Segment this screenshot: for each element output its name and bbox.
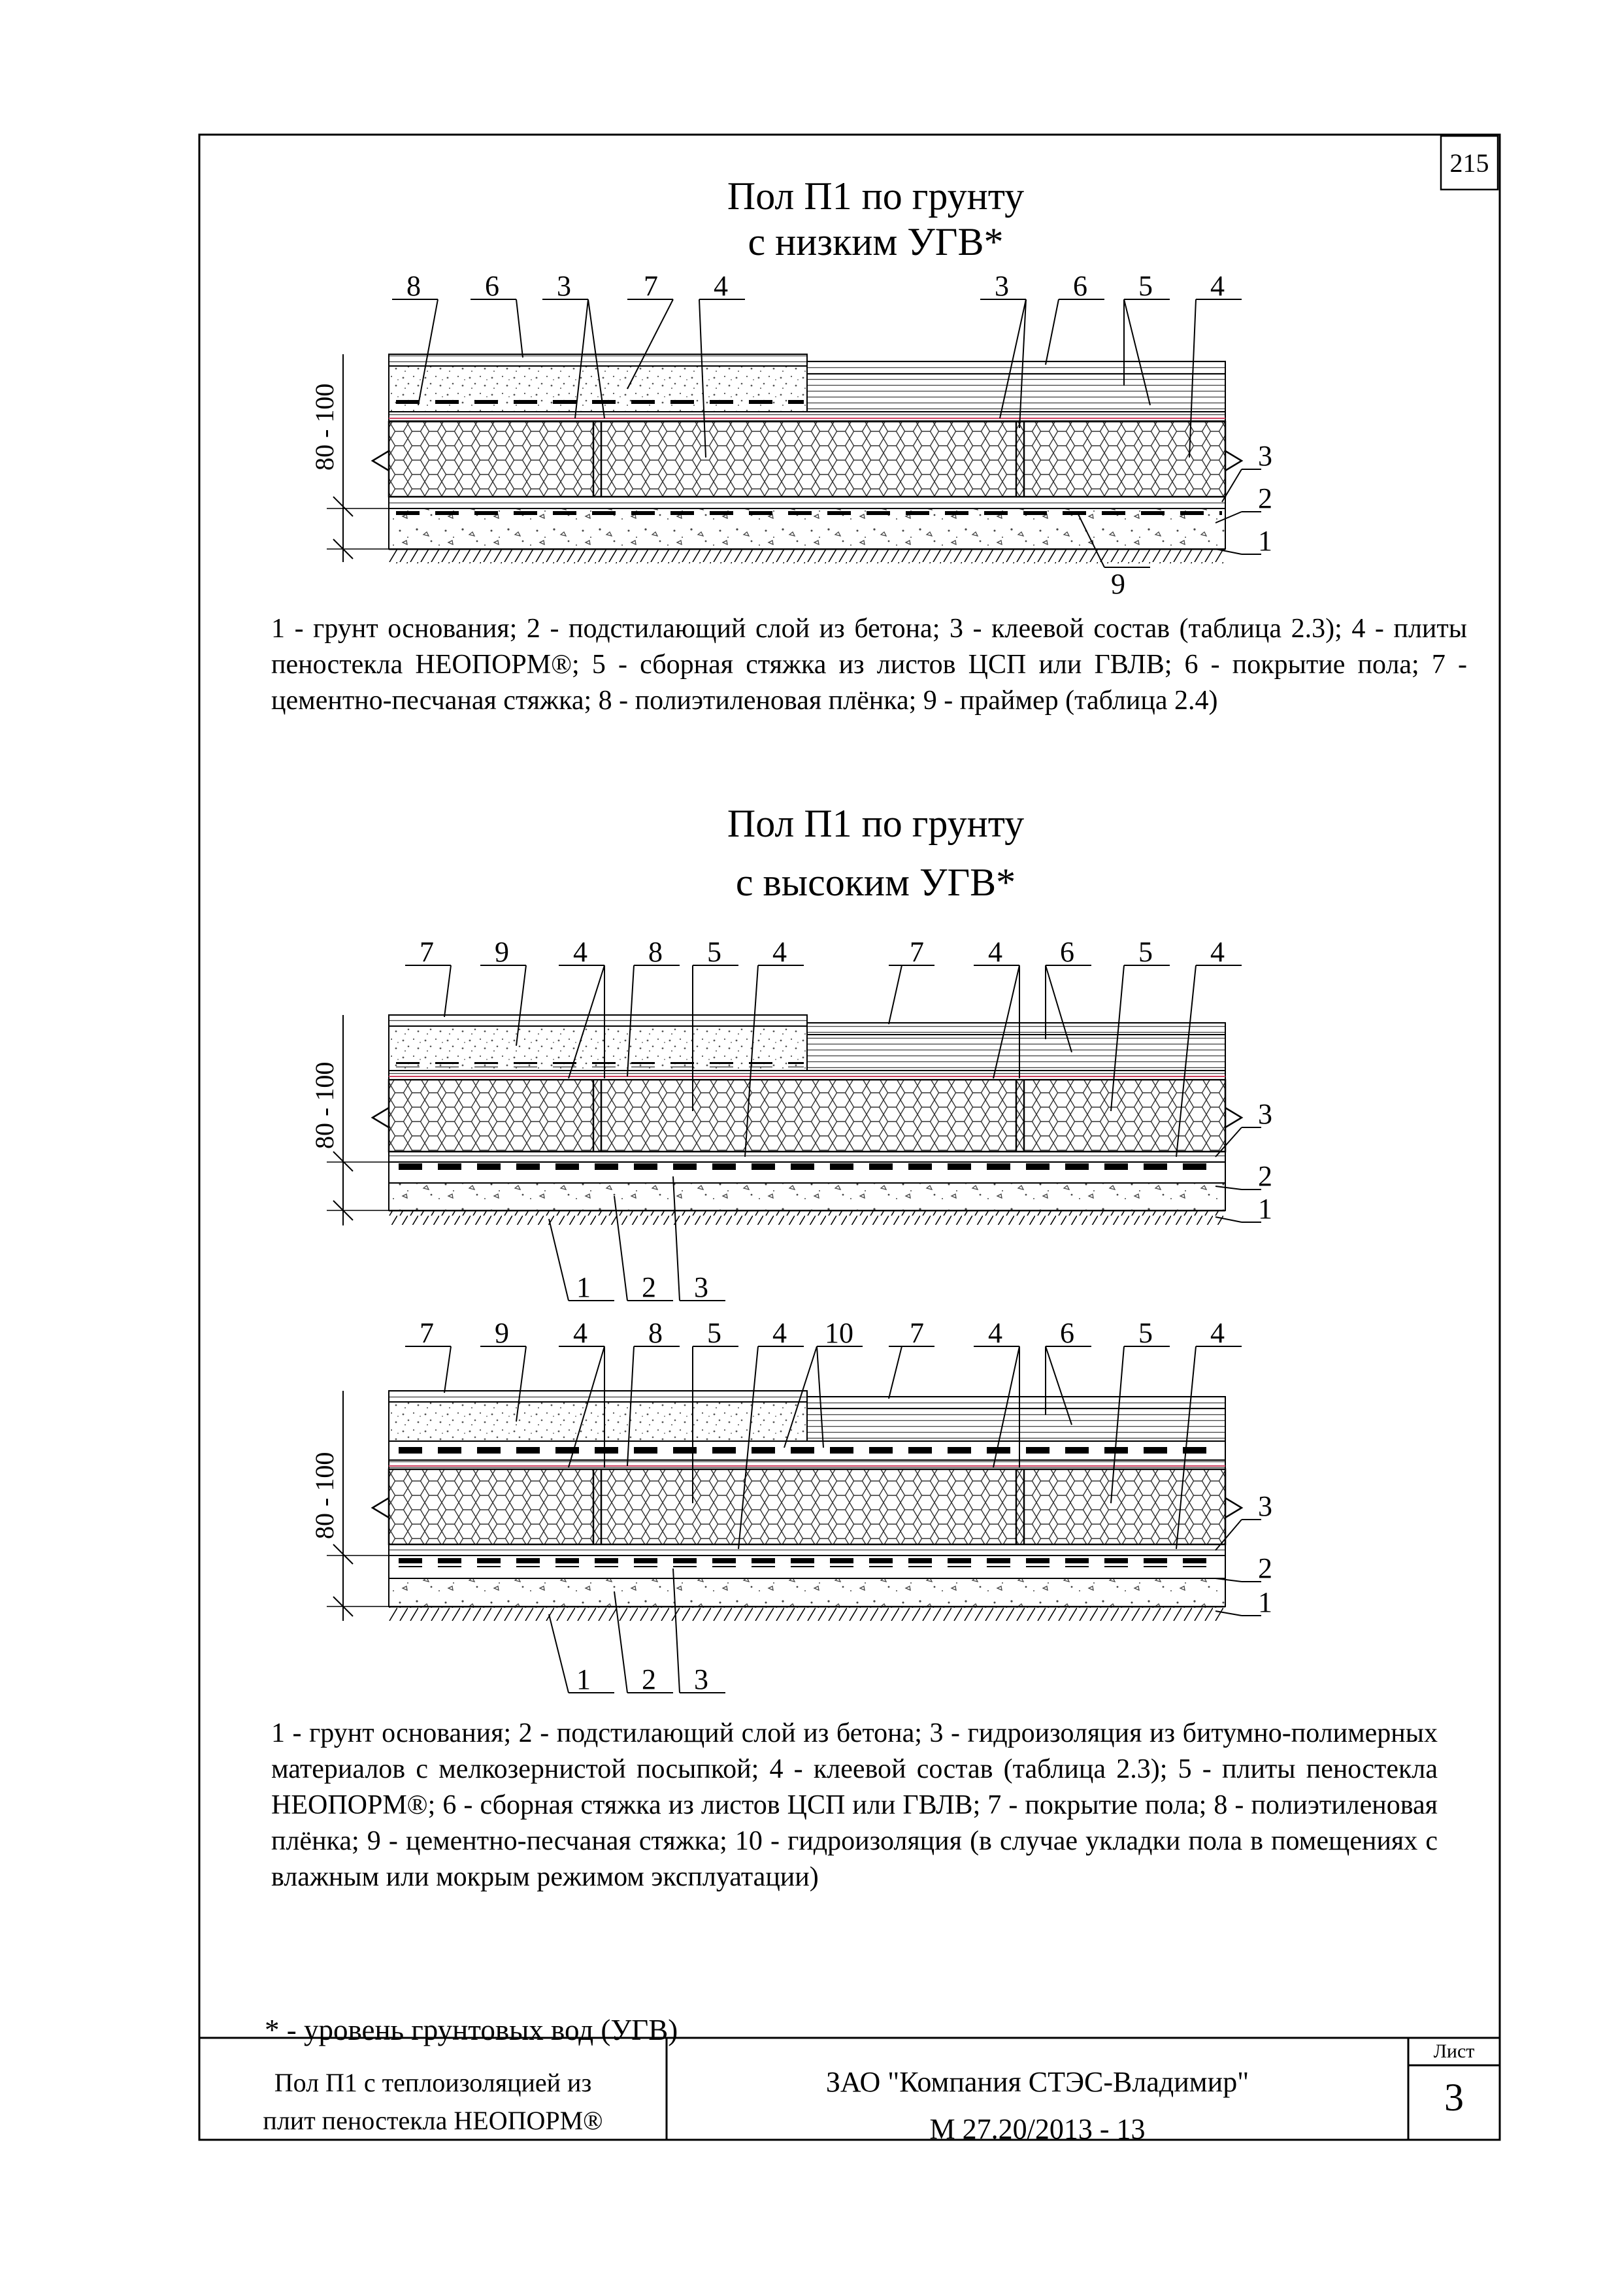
section2-title [588, 794, 1163, 912]
company-name: ЗАО "Компания СТЭС-Владимир" [825, 2066, 1249, 2098]
callout: 4 [772, 936, 787, 968]
callout: 9 [495, 936, 509, 968]
callout: 1 [1258, 525, 1272, 557]
callout: 7 [644, 270, 658, 302]
diagram-high-groundwater-a [310, 965, 1261, 1301]
callout: 3 [1258, 1098, 1272, 1130]
callout: 4 [1210, 270, 1225, 302]
section1-title-line2: с низким УГВ* [748, 220, 1004, 263]
page-number: 215 [1449, 148, 1489, 178]
callout: 7 [910, 936, 924, 968]
callout: 5 [707, 1317, 721, 1349]
title-block-name-line2: плит пеностекла НЕОПОРМ® [263, 2106, 603, 2135]
callout: 2 [1258, 1552, 1272, 1584]
footnote: * - уровень грунтовых вод (УГВ) [265, 2014, 678, 2046]
callout: 4 [573, 1317, 587, 1349]
dimension-label: 80 - 100 [310, 1452, 339, 1539]
callout: 6 [1073, 270, 1087, 302]
adhesive-layer [389, 497, 1225, 508]
dimension-label: 80 - 100 [310, 383, 339, 471]
dimension-label: 80 - 100 [310, 1061, 339, 1149]
callout: 4 [1210, 1317, 1225, 1349]
callout: 2 [642, 1271, 656, 1303]
callout: 6 [1060, 1317, 1074, 1349]
callout: 2 [1258, 1160, 1272, 1192]
title-block-name [199, 2064, 667, 2140]
sheet-label: Лист [1433, 2040, 1475, 2062]
callout: 2 [1258, 482, 1272, 514]
callout: 4 [714, 270, 728, 302]
callout: 9 [495, 1317, 509, 1349]
callout: 3 [557, 270, 571, 302]
callout: 4 [573, 936, 587, 968]
callout: 1 [1258, 1586, 1272, 1618]
callout: 5 [707, 936, 721, 968]
soil-layer [389, 549, 1225, 563]
callout: 5 [1138, 1317, 1153, 1349]
callout: 8 [406, 270, 421, 302]
section1-title-line1: Пол П1 по грунту [727, 175, 1025, 218]
callout: 9 [1111, 568, 1125, 600]
floor-covering-right [807, 361, 1225, 374]
callout: 8 [648, 936, 663, 968]
title-block-name-line1: Пол П1 с теплоизоляцией из [274, 2068, 592, 2097]
callout: 1 [1258, 1193, 1272, 1225]
callout: 4 [988, 1317, 1002, 1349]
section2-title-line2: с высоким УГВ* [735, 861, 1016, 904]
document-code: М 27.20/2013 - 13 [929, 2113, 1146, 2145]
title-block-company [667, 2059, 1408, 2153]
callout: 3 [1258, 1490, 1272, 1522]
callout: 4 [1210, 936, 1225, 968]
callout: 5 [1138, 936, 1153, 968]
floor-covering-left [389, 354, 807, 366]
section2-title-line1: Пол П1 по грунту [727, 802, 1025, 845]
foam-glass-slabs [389, 422, 1225, 497]
callout: 3 [1258, 440, 1272, 472]
callout: 10 [825, 1317, 853, 1349]
callout: 6 [485, 270, 499, 302]
section2-legend: 1 - грунт основания; 2 - подстилающий слой из бетона; 3 - гидроизоляция из битумно-полимерных материалов с мелкозернистой посыпкой; 4 - клеевой состав (таблица 2.3); 5 - плиты пеностекла НЕОПОРМ®; 6 - сборная стяжка из листов ЦСП или ГВЛВ; 7 - покрытие пола; 8 - полиэтиленовая плёнка; 9 - цементно-песчаная стяжка; 10 - гидроизоляция (в случае укладки пола в помещениях с влажным или мокрым режимом эксплуатации) [271, 1718, 1438, 1892]
callout: 3 [694, 1271, 708, 1303]
callout: 6 [1060, 936, 1074, 968]
callout: 3 [694, 1663, 708, 1695]
section1-title [588, 173, 1163, 265]
diagram-high-groundwater-b [310, 1346, 1261, 1693]
diagram-low-groundwater [310, 299, 1261, 567]
callout: 7 [420, 1317, 434, 1349]
callout: 5 [1138, 270, 1153, 302]
callout: 4 [772, 1317, 787, 1349]
callout: 1 [576, 1271, 591, 1303]
prefab-screed [807, 374, 1225, 412]
section1-legend: 1 - грунт основания; 2 - подстилающий слой из бетона; 3 - клеевой состав (таблица 2.3); 4 - плиты пеностекла НЕОПОРМ®; 5 - сборная стяжка из листов ЦСП или ГВЛВ; 6 - покрытие пола; 7 - цементно-песчаная стяжка; 8 - полиэтиленовая плёнка; 9 - праймер (таблица 2.4) [271, 614, 1467, 716]
callout: 3 [995, 270, 1009, 302]
primer-layer [392, 511, 1222, 518]
callout: 2 [642, 1663, 656, 1695]
callout: 4 [988, 936, 1002, 968]
callout: 8 [648, 1317, 663, 1349]
sheet-number: 3 [1444, 2076, 1464, 2119]
callout: 7 [420, 936, 434, 968]
callout: 1 [576, 1663, 591, 1695]
callout: 7 [910, 1317, 924, 1349]
